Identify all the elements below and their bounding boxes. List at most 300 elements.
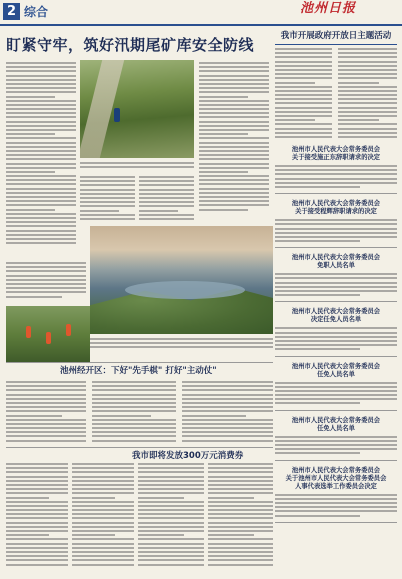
text-line	[208, 505, 273, 507]
text-line	[138, 538, 204, 540]
text-line	[338, 98, 397, 100]
section-name: 综合	[24, 5, 49, 19]
text-line	[6, 196, 76, 198]
text-line	[138, 505, 204, 507]
text-line	[208, 480, 273, 482]
text-line	[338, 90, 397, 92]
text-line	[275, 240, 360, 242]
text-line	[92, 423, 176, 425]
notice-item	[275, 146, 397, 194]
text-line	[199, 146, 269, 148]
notice-divider	[275, 301, 397, 302]
text-line	[275, 436, 397, 438]
text-line	[6, 116, 76, 118]
text-line	[72, 471, 134, 473]
text-line	[6, 79, 76, 81]
text-line	[6, 435, 86, 437]
text-line	[139, 197, 194, 199]
text-line	[338, 128, 397, 130]
text-line	[275, 52, 332, 54]
text-line	[92, 402, 176, 404]
notice-divider	[275, 410, 397, 411]
text-line	[6, 83, 76, 85]
text-line	[208, 488, 273, 490]
text-line	[182, 402, 273, 404]
text-line	[6, 419, 86, 421]
text-line	[6, 66, 76, 68]
text-line	[275, 115, 332, 117]
text-line	[275, 277, 397, 279]
text-line	[275, 90, 332, 92]
text-line	[208, 538, 273, 540]
text-line	[199, 175, 269, 177]
text-line	[80, 180, 135, 182]
article3-body-col2	[72, 463, 134, 568]
text-line	[6, 463, 68, 465]
text-line	[72, 505, 134, 507]
text-line	[199, 121, 269, 123]
text-line	[199, 66, 269, 68]
text-line	[6, 137, 76, 139]
text-line	[6, 275, 86, 277]
text-line	[92, 419, 176, 421]
text-line	[275, 128, 332, 130]
text-line	[6, 513, 68, 515]
text-line	[6, 183, 76, 185]
main-headline: 盯紧守牢，筑好汛期尾矿库安全防线	[6, 36, 255, 54]
newspaper-logo: 池州日报	[300, 1, 357, 16]
text-line	[275, 48, 332, 50]
text-line	[208, 463, 273, 465]
text-line	[6, 225, 76, 227]
text-line	[72, 501, 134, 503]
text-line	[208, 497, 254, 499]
text-line	[138, 501, 204, 503]
text-line	[182, 431, 273, 433]
text-line	[275, 444, 397, 446]
text-line	[182, 440, 273, 442]
text-line	[275, 515, 360, 517]
text-line	[338, 94, 397, 96]
text-line	[182, 381, 273, 383]
text-line	[6, 559, 68, 561]
text-line	[92, 394, 176, 396]
notice-divider	[275, 460, 397, 461]
article-body-col3	[139, 176, 194, 222]
notice-title: 池州市人民代表大会常务委员会 任免人员名单	[291, 362, 381, 378]
text-line	[199, 192, 269, 194]
text-line	[6, 296, 62, 298]
text-line	[6, 262, 86, 264]
notice-title: 池州市人民代表大会常务委员会 任免人员名单	[291, 416, 381, 432]
text-line	[275, 386, 397, 388]
text-line	[182, 394, 273, 396]
text-line	[139, 210, 178, 212]
sidebar-headline: 我市开展政府开放日主题活动	[280, 31, 392, 41]
workers-photo	[6, 306, 90, 362]
text-line	[275, 394, 397, 396]
text-line	[208, 492, 273, 494]
text-line	[275, 169, 397, 171]
text-line	[138, 492, 204, 494]
text-line	[6, 121, 76, 123]
text-line	[6, 112, 76, 114]
text-line	[199, 133, 248, 135]
text-line	[275, 173, 397, 175]
text-line	[72, 538, 134, 540]
text-line	[6, 551, 68, 553]
text-line	[72, 509, 134, 511]
text-line	[138, 547, 204, 549]
article2-body-col2	[92, 381, 176, 444]
article3-body-col4	[208, 463, 273, 568]
text-line	[275, 182, 397, 184]
text-line	[80, 201, 135, 203]
text-line	[138, 559, 204, 561]
text-line	[80, 166, 194, 168]
text-line	[6, 476, 68, 478]
text-line	[275, 136, 332, 138]
text-line	[6, 209, 55, 211]
text-line	[338, 86, 397, 88]
text-line	[6, 547, 68, 549]
text-line	[72, 543, 134, 545]
article-body-col4	[199, 62, 269, 213]
text-line	[6, 279, 86, 281]
text-line	[275, 56, 332, 58]
text-line	[6, 501, 68, 503]
text-line	[275, 69, 332, 71]
text-line	[92, 431, 176, 433]
notice-item	[275, 467, 397, 523]
text-line	[338, 107, 397, 109]
text-line	[139, 193, 194, 195]
text-line	[6, 488, 68, 490]
text-line	[6, 213, 76, 215]
article3-body-col1	[6, 463, 68, 568]
article-body-col1b	[6, 262, 86, 300]
text-line	[92, 385, 176, 387]
notice-divider	[275, 193, 397, 194]
text-line	[199, 62, 269, 64]
text-line	[6, 163, 76, 165]
field-inspection-photo	[80, 60, 194, 158]
text-line	[72, 488, 134, 490]
notice-item	[275, 363, 397, 411]
text-line	[338, 56, 397, 58]
text-line	[6, 555, 68, 557]
text-line	[6, 171, 55, 173]
text-line	[6, 402, 86, 404]
text-line	[6, 467, 68, 469]
text-line	[275, 65, 332, 67]
text-line	[182, 419, 273, 421]
text-line	[338, 119, 379, 121]
text-line	[6, 129, 76, 131]
text-line	[139, 176, 194, 178]
text-line	[138, 513, 204, 515]
text-line	[139, 214, 194, 216]
notice-title: 池州市人民代表大会常务委员会 关于池州市人民代表大会常务委员会 人事代表选举工作委员会决定	[285, 466, 387, 490]
text-line	[80, 176, 135, 178]
text-line	[138, 530, 204, 532]
text-line	[80, 218, 135, 220]
article2-body-col3	[182, 381, 273, 444]
text-line	[338, 48, 397, 50]
text-line	[275, 111, 332, 113]
text-line	[338, 69, 397, 71]
text-line	[6, 530, 68, 532]
text-line	[275, 98, 332, 100]
text-line	[92, 398, 176, 400]
text-line	[208, 501, 273, 503]
header-rule	[0, 24, 402, 26]
text-line	[138, 526, 204, 528]
text-line	[6, 266, 86, 268]
text-line	[6, 167, 76, 169]
text-line	[6, 517, 68, 519]
text-line	[182, 415, 246, 417]
text-line	[338, 136, 397, 138]
text-line	[139, 184, 194, 186]
text-line	[72, 467, 134, 469]
text-line	[138, 509, 204, 511]
text-line	[208, 476, 273, 478]
aerial-photo-caption	[90, 338, 273, 351]
text-line	[275, 178, 397, 180]
text-line	[6, 175, 76, 177]
text-line	[182, 427, 273, 429]
text-line	[275, 236, 397, 238]
notice-divider	[275, 522, 397, 523]
text-line	[6, 431, 86, 433]
text-line	[80, 214, 135, 216]
text-line	[199, 112, 269, 114]
text-line	[6, 497, 49, 499]
text-line	[138, 522, 204, 524]
text-line	[6, 440, 86, 442]
text-line	[72, 526, 134, 528]
notice-title: 池州市人民代表大会常务委员会 免职人员名单	[291, 254, 381, 270]
text-line	[6, 230, 76, 232]
text-line	[80, 189, 135, 191]
notice-title: 池州市人民代表大会常务委员会 决定任免人员名单	[291, 308, 381, 324]
text-line	[6, 381, 86, 383]
text-line	[275, 340, 397, 342]
text-line	[92, 410, 176, 412]
text-line	[6, 505, 68, 507]
text-line	[92, 381, 176, 383]
text-line	[208, 522, 273, 524]
text-line	[92, 427, 176, 429]
text-line	[199, 75, 269, 77]
text-line	[199, 87, 269, 89]
text-line	[338, 77, 397, 79]
text-line	[6, 410, 86, 412]
text-line	[275, 61, 332, 63]
text-line	[275, 290, 397, 292]
text-line	[275, 348, 360, 350]
text-line	[6, 283, 86, 285]
text-line	[275, 498, 397, 500]
text-line	[208, 471, 273, 473]
text-line	[138, 476, 204, 478]
text-line	[139, 205, 194, 207]
article-body-col2	[80, 176, 135, 222]
text-line	[6, 70, 76, 72]
notices-column	[275, 146, 397, 529]
text-line	[6, 179, 76, 181]
text-line	[138, 543, 204, 545]
text-line	[199, 129, 269, 131]
text-line	[338, 82, 379, 84]
text-line	[72, 547, 134, 549]
text-line	[80, 193, 135, 195]
text-line	[6, 154, 76, 156]
text-line	[6, 480, 68, 482]
text-line	[208, 559, 273, 561]
text-line	[6, 217, 76, 219]
text-line	[275, 86, 332, 88]
text-line	[72, 534, 115, 536]
text-line	[6, 150, 76, 152]
text-line	[199, 142, 269, 144]
text-line	[6, 104, 76, 106]
text-line	[199, 116, 269, 118]
section-divider	[6, 362, 273, 363]
text-line	[139, 189, 194, 191]
sidebar-body-col2	[338, 48, 397, 140]
text-line	[6, 526, 68, 528]
text-line	[72, 476, 134, 478]
text-line	[208, 484, 273, 486]
text-line	[199, 70, 269, 72]
text-line	[199, 137, 269, 139]
text-line	[199, 209, 248, 211]
text-line	[72, 492, 134, 494]
text-line	[6, 100, 76, 102]
text-line	[90, 346, 273, 348]
text-line	[275, 398, 397, 400]
text-line	[6, 522, 68, 524]
text-line	[208, 530, 273, 532]
text-line	[275, 228, 397, 230]
text-line	[275, 273, 397, 275]
text-line	[199, 91, 269, 93]
text-line	[138, 497, 184, 499]
text-line	[6, 125, 76, 127]
text-line	[6, 87, 76, 89]
text-line	[275, 502, 397, 504]
text-line	[199, 158, 269, 160]
text-line	[338, 115, 397, 117]
text-line	[6, 534, 49, 536]
text-line	[208, 509, 273, 511]
notice-title: 池州市人民代表大会常务委员会 关于接受施正东辞职请求的决定	[291, 146, 381, 161]
article3-body-col3	[138, 463, 204, 568]
text-line	[138, 463, 204, 465]
text-line	[138, 555, 204, 557]
text-line	[72, 463, 134, 465]
text-line	[6, 91, 76, 93]
text-line	[6, 200, 76, 202]
text-line	[208, 555, 273, 557]
text-line	[208, 547, 273, 549]
text-line	[92, 406, 176, 408]
text-line	[275, 402, 360, 404]
text-line	[338, 102, 397, 104]
text-line	[6, 270, 86, 272]
text-line	[6, 242, 76, 244]
article2-body-col1	[6, 381, 86, 444]
second-headline: 池州经开区：下好"先手棋" 打好"主动仗"	[60, 366, 217, 376]
text-line	[138, 471, 204, 473]
text-line	[338, 65, 397, 67]
text-line	[199, 183, 269, 185]
text-line	[199, 150, 269, 152]
text-line	[275, 132, 332, 134]
text-line	[208, 517, 273, 519]
text-line	[182, 406, 273, 408]
text-line	[6, 108, 76, 110]
text-line	[6, 75, 76, 77]
text-line	[275, 123, 332, 125]
text-line	[90, 342, 273, 344]
text-line	[275, 107, 332, 109]
text-line	[182, 410, 273, 412]
text-line	[275, 294, 360, 296]
text-line	[6, 484, 68, 486]
text-line	[72, 559, 134, 561]
text-line	[72, 513, 134, 515]
text-line	[199, 179, 269, 181]
text-line	[208, 551, 273, 553]
text-line	[275, 344, 397, 346]
text-line	[138, 564, 204, 566]
text-line	[72, 484, 134, 486]
notice-item	[275, 200, 397, 248]
text-line	[72, 530, 134, 532]
text-line	[138, 480, 204, 482]
text-line	[275, 510, 397, 512]
text-line	[72, 564, 134, 566]
text-line	[6, 158, 76, 160]
text-line	[275, 452, 360, 454]
text-line	[6, 427, 86, 429]
text-line	[275, 232, 397, 234]
text-line	[139, 201, 194, 203]
text-line	[6, 192, 76, 194]
text-line	[6, 234, 76, 236]
text-line	[72, 517, 134, 519]
text-line	[199, 188, 269, 190]
text-line	[275, 73, 332, 75]
text-line	[199, 196, 269, 198]
text-line	[199, 104, 269, 106]
text-line	[6, 394, 86, 396]
text-line	[338, 73, 397, 75]
text-line	[208, 467, 273, 469]
text-line	[182, 398, 273, 400]
text-line	[6, 415, 62, 417]
text-line	[92, 435, 176, 437]
text-line	[6, 406, 86, 408]
text-line	[199, 204, 269, 206]
notice-divider	[275, 247, 397, 248]
text-line	[90, 338, 273, 340]
text-line	[6, 146, 76, 148]
text-line	[182, 423, 273, 425]
